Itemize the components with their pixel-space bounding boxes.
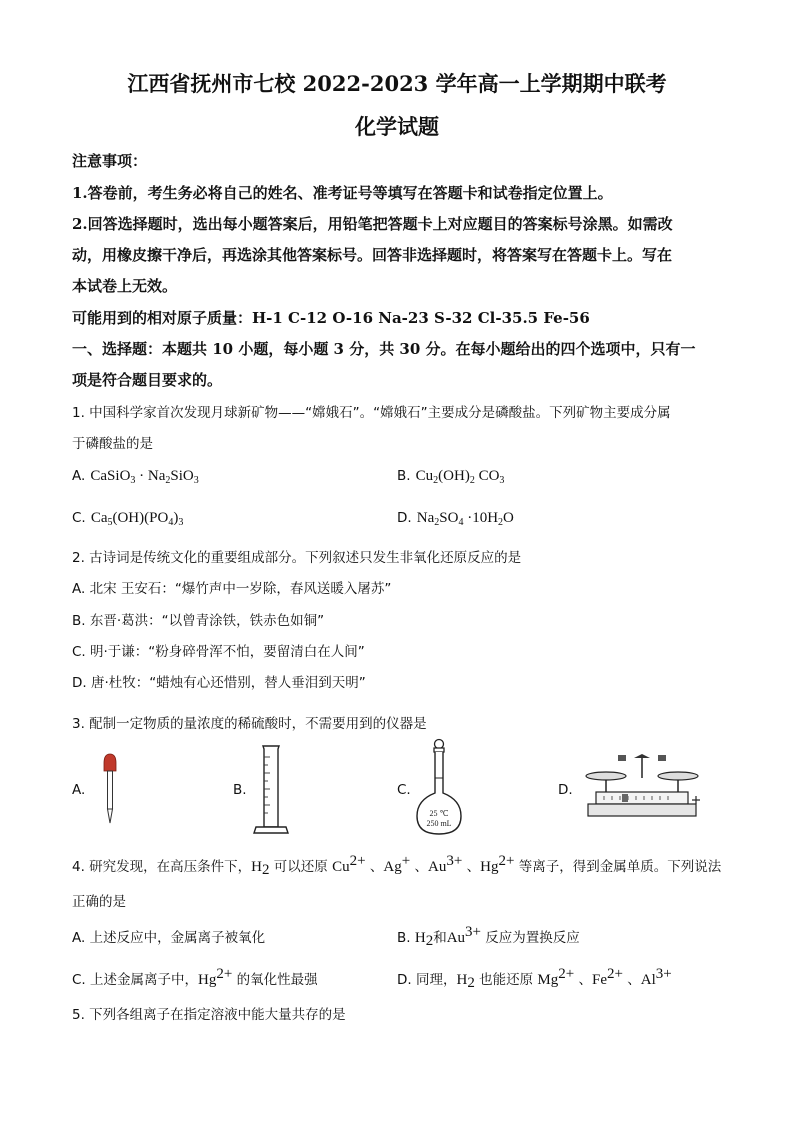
q1-option-c: C. $Ca_5(OH)(PO_4)_3$ [72, 510, 184, 528]
q1-stem-line-2: 于磷酸盐的是 [72, 436, 153, 452]
q2-stem: 2. 古诗词是传统文化的重要组成部分。下列叙述只发生非氧化还原反应的是 [72, 550, 522, 566]
volumetric-flask-icon [413, 738, 465, 838]
q3-option-a-label: A. [72, 782, 86, 798]
graduated-cylinder-icon [250, 743, 292, 835]
q5-stem: 5. 下列各组离子在指定溶液中能大量共存的是 [72, 1007, 346, 1023]
q4-option-c: C. 上述金属离子中，$Hg^{2+}$ 的氧化性最强 [72, 966, 318, 988]
q4-option-a: A. 上述反应中，金属离子被氧化 [72, 930, 266, 946]
q4-stem-line-1: 4. 研究发现，在高压条件下，$H_2$ 可以还原 $Cu^{2+}$ 、Ag+ 、$Au^{3+}$ 、$Hg^{2+}$ 等离子，得到金属单质。下列说法 [72, 853, 722, 878]
q4-stem-line-2: 正确的是 [72, 894, 126, 910]
page-title: 江西省抚州市七校 2022-2023 学年高一上学期期中联考 [127, 71, 667, 96]
notes-item-2-line-3: 本试卷上无效。 [72, 277, 178, 295]
q2-option-d: D. 唐·杜牧：“蜡烛有心还惜别，替人垂泪到天明” [72, 675, 366, 691]
q2-option-a: A. 北宋 王安石：“爆竹声中一岁除，春风送暖入屠苏” [72, 581, 392, 597]
q2-option-b: B. 东晋·葛洪：“以曾青涂铁，铁赤色如铜” [72, 613, 325, 629]
notes-item-1: 1.答卷前，考生务必将自己的姓名、准考证号等填写在答题卡和试卷指定位置上。 [72, 184, 613, 202]
notes-item-2-line-2: 动，用橡皮擦干净后，再选涂其他答案标号。回答非选择题时，将答案写在答题卡上。写在 [72, 246, 673, 264]
notes-item-2-line-1: 2.回答选择题时，选出每小题答案后，用铅笔把答题卡上对应题目的答案标号涂黑。如需改 [72, 215, 673, 233]
notes-heading: 注意事项： [72, 152, 148, 170]
section-heading-line-2: 项是符合题目要求的。 [72, 371, 223, 389]
q1-option-d: D. $Na_2SO_4 \cdot 10H_2O$ [397, 510, 514, 528]
dropper-icon [100, 753, 120, 825]
q1-option-a: A. CaSiO$_3$ · $Na_2SiO_3$ [72, 468, 199, 486]
q1-option-b: B. $Cu_2(OH)_2$ $CO_3$ [397, 468, 505, 486]
page-subtitle: 化学试题 [355, 114, 439, 139]
flask-temperature-label: 25 ℃ [429, 809, 449, 818]
q3-option-c-label: C. [397, 782, 411, 798]
q4-option-d: D. 同理，$H_2$ 也能还原 $Mg^{2+}$ 、$Fe^{2+}$ 、$Al^{3+}$ [397, 966, 672, 991]
q3-stem: 3. 配制一定物质的量浓度的稀硫酸时，不需要用到的仪器是 [72, 716, 427, 732]
q2-option-c: C. 明·于谦：“粉身碎骨浑不怕，要留清白在人间” [72, 644, 365, 660]
q3-option-b-label: B. [233, 782, 247, 798]
section-heading-line-1: 一、选择题：本题共 10 小题，每小题 3 分，共 30 分。在每小题给出的四个选项中，只有一 [72, 340, 696, 358]
atomic-mass-line: 可能用到的相对原子质量：H-1 C-12 O-16 Na-23 S-32 Cl-35.5 Fe-56 [72, 309, 590, 327]
balance-scale-icon [582, 752, 702, 822]
q4-option-b: B. $H_2$和$Au^{3+}$ 反应为置换反应 [397, 924, 580, 949]
q3-option-d-label: D. [558, 782, 573, 798]
flask-volume-label: 250 mL [426, 819, 452, 828]
q1-stem-line-1: 1. 中国科学家首次发现月球新矿物——“嫦娥石”。“嫦娥石”主要成分是磷酸盐。下列矿物主要成分属 [72, 405, 671, 421]
